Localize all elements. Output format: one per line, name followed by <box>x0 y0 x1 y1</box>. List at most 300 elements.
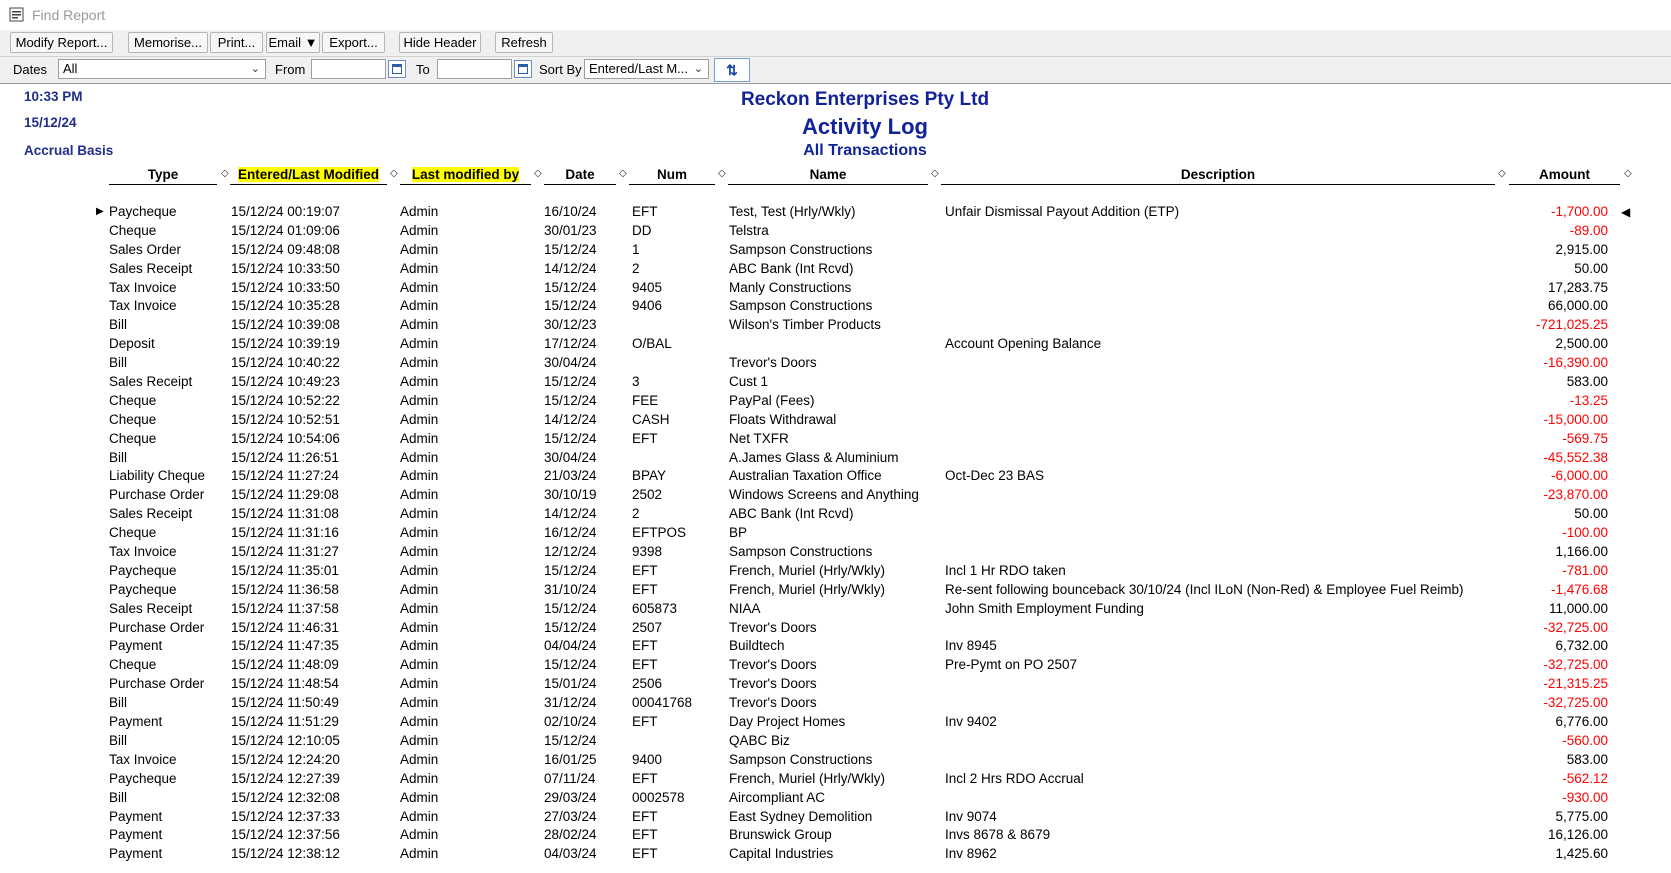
cell-name: Sampson Constructions <box>729 298 873 314</box>
dates-value: All <box>63 61 78 76</box>
table-row[interactable] <box>0 675 1671 694</box>
cell-name: Capital Industries <box>729 846 834 862</box>
column-header-name[interactable]: Name <box>728 166 928 185</box>
cell-amount: -1,700.00 <box>1550 204 1608 219</box>
from-calendar-icon[interactable] <box>388 60 406 78</box>
from-label: From <box>275 62 306 77</box>
cell-name: Wilson's Timber Products <box>729 317 881 333</box>
cell-type: Purchase Order <box>109 487 205 503</box>
cell-type: Payment <box>109 846 163 862</box>
cell-type: Purchase Order <box>109 619 205 635</box>
cell-entered: 15/12/24 11:27:24 <box>231 468 339 484</box>
table-row[interactable] <box>0 732 1671 751</box>
table-row[interactable] <box>0 486 1671 505</box>
cell-description: Pre-Pymt on PO 2507 <box>945 657 1078 673</box>
table-row[interactable] <box>0 543 1671 562</box>
cell-amount: -13.25 <box>1569 392 1608 408</box>
table-row[interactable] <box>0 562 1671 581</box>
cell-entered: 15/12/24 12:37:33 <box>231 808 340 824</box>
cell-name: Floats Withdrawal <box>729 411 837 427</box>
cell-num: 00041768 <box>632 695 693 711</box>
cell-entered: 15/12/24 00:19:07 <box>231 204 340 219</box>
cell-num: EFT <box>632 770 658 786</box>
cell-type: Bill <box>109 789 128 805</box>
table-row[interactable] <box>0 354 1671 373</box>
cell-date: 27/03/24 <box>544 808 597 824</box>
cell-date: 17/12/24 <box>544 336 597 352</box>
cell-type: Cheque <box>109 430 157 446</box>
dates-label: Dates <box>13 62 47 77</box>
cell-name: Net TXFR <box>729 430 789 446</box>
cell-amount: -21,315.25 <box>1543 676 1608 692</box>
cell-entered: 15/12/24 12:37:56 <box>231 827 340 843</box>
cell-type: Paycheque <box>109 204 177 219</box>
cell-modified-by: Admin <box>400 808 439 824</box>
dates-select[interactable] <box>58 59 266 79</box>
company-name: Reckon Enterprises Pty Ltd <box>740 89 990 110</box>
to-calendar-icon[interactable] <box>514 60 532 78</box>
column-resize-icon[interactable]: ◇ <box>619 168 627 179</box>
cell-date: 15/12/24 <box>544 374 597 390</box>
cell-modified-by: Admin <box>400 392 439 408</box>
cell-modified-by: Admin <box>400 279 439 295</box>
report-date: 15/12/24 <box>24 115 77 130</box>
cell-amount: -15,000.00 <box>1543 411 1608 427</box>
cell-name: Trevor's Doors <box>729 619 817 635</box>
cell-name: A.James Glass & Aluminium <box>729 449 899 465</box>
cell-date: 15/12/24 <box>544 279 597 295</box>
cell-name: Manly Constructions <box>729 279 852 295</box>
email-button[interactable]: Email ▼ <box>266 32 320 53</box>
table-row[interactable] <box>0 297 1671 316</box>
cell-type: Payment <box>109 827 163 843</box>
cell-num: EFT <box>632 581 658 597</box>
cell-num: EFT <box>632 638 658 654</box>
cell-type: Cheque <box>109 411 157 427</box>
cell-num: BPAY <box>632 468 667 484</box>
table-row[interactable] <box>0 316 1671 335</box>
sortby-label: Sort By <box>539 62 582 77</box>
table-row[interactable] <box>0 260 1671 279</box>
cell-entered: 15/12/24 11:46:31 <box>231 619 339 635</box>
report-subtitle: All Transactions <box>803 142 927 159</box>
cell-type: Tax Invoice <box>109 298 177 314</box>
export-button[interactable]: Export... <box>322 32 385 53</box>
cell-entered: 15/12/24 11:48:54 <box>231 676 339 692</box>
cell-type: Cheque <box>109 525 157 541</box>
cell-num: EFT <box>632 430 658 446</box>
cell-amount: -6,000.00 <box>1550 468 1608 484</box>
cell-name: Cust 1 <box>729 374 769 390</box>
cell-name: Australian Taxation Office <box>729 468 882 484</box>
cell-date: 14/12/24 <box>544 411 597 427</box>
cell-name: Day Project Homes <box>729 714 846 730</box>
table-row[interactable] <box>0 770 1671 789</box>
cell-date: 14/12/24 <box>544 506 597 522</box>
cell-description: Incl 2 Hrs RDO Accrual <box>945 770 1084 786</box>
cell-entered: 15/12/24 11:51:29 <box>231 714 339 730</box>
column-header-entered[interactable]: Entered/Last Modified <box>230 166 387 185</box>
cell-num: 1 <box>632 241 640 257</box>
cell-num: DD <box>632 222 652 238</box>
cell-amount: -1,476.68 <box>1550 581 1608 597</box>
chevron-down-icon: ⌄ <box>250 63 260 75</box>
cell-entered: 15/12/24 11:48:09 <box>231 657 339 673</box>
table-row[interactable] <box>0 600 1671 619</box>
cell-amount: 6,732.00 <box>1555 638 1608 654</box>
cell-num: 9405 <box>632 279 663 295</box>
cell-date: 30/01/23 <box>544 222 597 238</box>
from-date-input[interactable] <box>311 59 386 79</box>
cell-amount: -569.75 <box>1562 430 1608 446</box>
cell-amount: 17,283.75 <box>1547 279 1608 295</box>
column-resize-icon[interactable]: ◇ <box>534 168 542 179</box>
cell-date: 16/10/24 <box>544 204 597 219</box>
cell-date: 07/11/24 <box>544 770 596 786</box>
cell-name: French, Muriel (Hrly/Wkly) <box>729 581 886 597</box>
cell-name: NIAA <box>729 600 761 616</box>
table-row[interactable] <box>0 203 1671 222</box>
cell-modified-by: Admin <box>400 846 439 862</box>
report-toolbar <box>0 30 1671 57</box>
cell-name: ABC Bank (Int Rcvd) <box>729 506 854 522</box>
cell-name: Trevor's Doors <box>729 657 817 673</box>
table-row[interactable] <box>0 241 1671 260</box>
refresh-button[interactable]: Refresh <box>495 32 553 53</box>
cell-amount: -100.00 <box>1562 525 1608 541</box>
report-rows <box>0 203 1671 864</box>
cell-amount: -721,025.25 <box>1535 317 1608 333</box>
report-basis: Accrual Basis <box>24 143 114 158</box>
table-row[interactable] <box>0 449 1671 468</box>
cell-type: Payment <box>109 638 163 654</box>
cell-type: Cheque <box>109 392 157 408</box>
cell-amount: 1,425.60 <box>1555 846 1608 862</box>
cell-type: Sales Order <box>109 241 182 257</box>
cell-amount: -32,725.00 <box>1543 657 1608 673</box>
cell-entered: 15/12/24 11:31:16 <box>231 525 339 541</box>
table-row[interactable] <box>0 411 1671 430</box>
cell-description: Unfair Dismissal Payout Addition (ETP) <box>945 204 1180 219</box>
cell-date: 21/03/24 <box>544 468 597 484</box>
report-time: 10:33 PM <box>24 89 83 104</box>
cell-amount: 1,166.00 <box>1555 544 1608 560</box>
cell-date: 31/10/24 <box>544 581 597 597</box>
cell-entered: 15/12/24 10:35:28 <box>231 298 340 314</box>
table-row[interactable] <box>0 373 1671 392</box>
cell-type: Purchase Order <box>109 676 205 692</box>
cell-modified-by: Admin <box>400 468 439 484</box>
cell-num: CASH <box>632 411 670 427</box>
window-title: Find Report <box>32 7 106 23</box>
column-resize-icon[interactable]: ◇ <box>931 168 939 179</box>
column-header-date[interactable]: Date <box>544 166 616 185</box>
cell-num: EFT <box>632 204 658 219</box>
cell-name: Sampson Constructions <box>729 751 873 767</box>
cell-type: Liability Cheque <box>109 468 206 484</box>
cell-date: 12/12/24 <box>544 544 597 560</box>
cell-modified-by: Admin <box>400 374 439 390</box>
cell-entered: 15/12/24 11:37:58 <box>231 600 339 616</box>
cell-name: Test, Test (Hrly/Wkly) <box>729 204 856 219</box>
cell-type: Deposit <box>109 336 155 352</box>
cell-entered: 15/12/24 10:54:06 <box>231 430 340 446</box>
cell-type: Cheque <box>109 657 157 673</box>
cell-date: 15/01/24 <box>544 676 597 692</box>
cell-num: EFTPOS <box>632 525 687 541</box>
cell-modified-by: Admin <box>400 695 439 711</box>
cell-name: BP <box>729 525 748 541</box>
cell-entered: 15/12/24 11:50:49 <box>231 695 339 711</box>
cell-modified-by: Admin <box>400 449 439 465</box>
report-title: Activity Log <box>802 114 928 139</box>
column-resize-icon[interactable]: ◇ <box>1624 168 1632 179</box>
cell-modified-by: Admin <box>400 600 439 616</box>
table-row[interactable] <box>0 467 1671 486</box>
cell-amount: -781.00 <box>1562 562 1608 578</box>
cell-name: Trevor's Doors <box>729 676 817 692</box>
cell-amount: 50.00 <box>1574 260 1608 276</box>
cell-name: Sampson Constructions <box>729 544 873 560</box>
cell-name: Buildtech <box>729 638 785 654</box>
cell-entered: 15/12/24 11:31:08 <box>231 506 339 522</box>
cell-date: 02/10/24 <box>544 714 597 730</box>
cell-modified-by: Admin <box>400 714 439 730</box>
column-header-description[interactable]: Description <box>941 166 1495 185</box>
table-row[interactable] <box>0 392 1671 411</box>
cell-amount: 50.00 <box>1574 506 1608 522</box>
cell-entered: 15/12/24 12:32:08 <box>231 789 340 805</box>
table-row[interactable] <box>0 505 1671 524</box>
cell-date: 31/12/24 <box>544 695 597 711</box>
cell-modified-by: Admin <box>400 657 439 673</box>
cell-name: East Sydney Demolition <box>729 808 873 824</box>
cell-type: Paycheque <box>109 562 177 578</box>
cell-amount: -16,390.00 <box>1543 355 1608 371</box>
cell-date: 30/10/19 <box>544 487 597 503</box>
cell-type: Payment <box>109 808 163 824</box>
cell-entered: 15/12/24 10:39:19 <box>231 336 340 352</box>
cell-type: Sales Receipt <box>109 374 193 390</box>
cell-num: 9406 <box>632 298 663 314</box>
cell-amount: -45,552.38 <box>1543 449 1608 465</box>
cell-modified-by: Admin <box>400 525 439 541</box>
column-resize-icon[interactable]: ◇ <box>390 168 398 179</box>
cell-date: 15/12/24 <box>544 657 597 673</box>
table-row[interactable] <box>0 430 1671 449</box>
column-header-type[interactable]: Type <box>109 166 217 185</box>
table-row[interactable] <box>0 713 1671 732</box>
cell-name: Sampson Constructions <box>729 241 873 257</box>
cell-type: Sales Receipt <box>109 600 193 616</box>
chevron-down-icon: ⌄ <box>693 63 703 75</box>
cell-modified-by: Admin <box>400 751 439 767</box>
cell-type: Payment <box>109 714 163 730</box>
table-row[interactable] <box>0 808 1671 827</box>
table-row[interactable] <box>0 581 1671 600</box>
cell-entered: 15/12/24 10:39:08 <box>231 317 340 333</box>
cell-entered: 15/12/24 11:26:51 <box>231 449 339 465</box>
cell-type: Paycheque <box>109 581 177 597</box>
column-header-amount[interactable]: Amount <box>1509 166 1620 185</box>
table-row[interactable] <box>0 335 1671 354</box>
cell-type: Sales Receipt <box>109 260 193 276</box>
cell-num: 2502 <box>632 487 663 503</box>
cell-modified-by: Admin <box>400 562 439 578</box>
cell-entered: 15/12/24 10:52:22 <box>231 392 340 408</box>
cell-description: Re-sent following bounceback 30/10/24 (Incl ILoN (Non-Red) & Employee Fuel Reimb) <box>945 581 1464 597</box>
table-row[interactable] <box>0 222 1671 241</box>
cell-entered: 15/12/24 12:24:20 <box>231 751 340 767</box>
cell-modified-by: Admin <box>400 732 439 748</box>
cell-entered: 15/12/24 12:38:12 <box>231 846 340 862</box>
cell-modified-by: Admin <box>400 619 439 635</box>
cell-date: 15/12/24 <box>544 392 597 408</box>
print-button[interactable]: Print... <box>210 32 263 53</box>
column-header-num[interactable]: Num <box>629 166 715 185</box>
cell-description: Incl 1 Hr RDO taken <box>945 562 1066 578</box>
cell-entered: 15/12/24 10:33:50 <box>231 260 340 276</box>
cell-name: Telstra <box>729 222 769 238</box>
cell-name: Trevor's Doors <box>729 695 817 711</box>
cell-num: 2 <box>632 506 640 522</box>
table-row[interactable] <box>0 694 1671 713</box>
cell-date: 15/12/24 <box>544 600 597 616</box>
cell-type: Bill <box>109 695 128 711</box>
cell-type: Cheque <box>109 222 157 238</box>
cell-date: 15/12/24 <box>544 562 597 578</box>
cell-type: Tax Invoice <box>109 279 177 295</box>
cell-type: Bill <box>109 449 128 465</box>
cell-modified-by: Admin <box>400 336 439 352</box>
cell-name: ABC Bank (Int Rcvd) <box>729 260 854 276</box>
cell-num: 9400 <box>632 751 663 767</box>
column-resize-icon[interactable]: ◇ <box>1498 168 1506 179</box>
cell-date: 29/03/24 <box>544 789 597 805</box>
cell-date: 30/04/24 <box>544 449 597 465</box>
cell-num: EFT <box>632 846 658 862</box>
window-titlebar <box>0 0 1671 31</box>
cell-description: Inv 8945 <box>945 638 997 654</box>
table-row[interactable] <box>0 619 1671 638</box>
cell-name: Trevor's Doors <box>729 355 817 371</box>
cell-amount: 2,500.00 <box>1555 336 1608 352</box>
cell-description: Oct-Dec 23 BAS <box>945 468 1045 484</box>
table-row[interactable] <box>0 279 1671 298</box>
column-header-modified-by[interactable]: Last modified by <box>400 166 531 185</box>
cell-modified-by: Admin <box>400 506 439 522</box>
cell-num: 2 <box>632 260 640 276</box>
cell-amount: 11,000.00 <box>1548 600 1608 616</box>
cell-modified-by: Admin <box>400 355 439 371</box>
cell-modified-by: Admin <box>400 430 439 446</box>
table-row[interactable] <box>0 826 1671 845</box>
cell-type: Paycheque <box>109 770 177 786</box>
cell-entered: 15/12/24 12:27:39 <box>231 770 340 786</box>
cell-amount: 583.00 <box>1566 751 1608 767</box>
cell-amount: 2,915.00 <box>1555 241 1608 257</box>
cell-amount: 16,126.00 <box>1547 827 1608 843</box>
cell-entered: 15/12/24 10:40:22 <box>231 355 340 371</box>
cell-num: 605873 <box>632 600 678 616</box>
row-pointer-icon: ◀ <box>1621 205 1631 219</box>
memorise-button[interactable]: Memorise... <box>128 32 208 53</box>
cell-entered: 15/12/24 11:31:27 <box>231 544 339 560</box>
cell-modified-by: Admin <box>400 317 439 333</box>
cell-entered: 15/12/24 12:10:05 <box>231 732 340 748</box>
to-date-input[interactable] <box>437 59 512 79</box>
cell-description: Inv 9074 <box>945 808 997 824</box>
table-row[interactable] <box>0 845 1671 864</box>
cell-entered: 15/12/24 11:35:01 <box>231 562 339 578</box>
cell-description: Inv 9402 <box>945 714 997 730</box>
cell-amount: 66,000.00 <box>1547 298 1608 314</box>
cell-num: 9398 <box>632 544 663 560</box>
cell-name: QABC Biz <box>729 732 790 748</box>
cell-amount: 5,775.00 <box>1555 808 1608 824</box>
cell-date: 14/12/24 <box>544 260 597 276</box>
modify-report-button[interactable]: Modify Report... <box>10 32 113 53</box>
cell-modified-by: Admin <box>400 789 439 805</box>
table-row[interactable] <box>0 637 1671 656</box>
cell-type: Tax Invoice <box>109 751 177 767</box>
cell-num: 3 <box>632 374 640 390</box>
cell-num: 2506 <box>632 676 663 692</box>
cell-num: O/BAL <box>632 336 672 352</box>
cell-num: 2507 <box>632 619 663 635</box>
column-resize-icon[interactable]: ◇ <box>221 168 229 179</box>
table-row[interactable] <box>0 656 1671 675</box>
cell-amount: -32,725.00 <box>1543 619 1608 635</box>
cell-modified-by: Admin <box>400 544 439 560</box>
cell-name: PayPal (Fees) <box>729 392 815 408</box>
cell-modified-by: Admin <box>400 411 439 427</box>
cell-modified-by: Admin <box>400 638 439 654</box>
cell-entered: 15/12/24 11:47:35 <box>231 638 339 654</box>
cell-date: 15/12/24 <box>544 241 597 257</box>
cell-type: Sales Receipt <box>109 506 193 522</box>
cell-date: 16/01/25 <box>544 751 597 767</box>
cell-amount: -562.12 <box>1562 770 1608 786</box>
cell-date: 15/12/24 <box>544 732 597 748</box>
cell-amount: 6,776.00 <box>1555 714 1608 730</box>
cell-num: EFT <box>632 808 658 824</box>
sort-direction-icon[interactable]: ⇅ <box>714 58 750 82</box>
cell-amount: -560.00 <box>1562 732 1608 748</box>
sortby-select[interactable] <box>584 59 709 79</box>
cell-name: Aircompliant AC <box>729 789 826 805</box>
cell-num: EFT <box>632 562 658 578</box>
cell-amount: -23,870.00 <box>1543 487 1608 503</box>
cell-entered: 15/12/24 10:49:23 <box>231 374 340 390</box>
column-resize-icon[interactable]: ◇ <box>718 168 726 179</box>
table-row[interactable] <box>0 789 1671 808</box>
cell-description: Inv 8962 <box>945 846 997 862</box>
cell-name: French, Muriel (Hrly/Wkly) <box>729 770 886 786</box>
hide-header-button[interactable]: Hide Header <box>399 32 481 53</box>
cell-name: French, Muriel (Hrly/Wkly) <box>729 562 886 578</box>
cell-modified-by: Admin <box>400 676 439 692</box>
cell-amount: 583.00 <box>1566 374 1608 390</box>
cell-date: 28/02/24 <box>544 827 597 843</box>
table-row[interactable] <box>0 524 1671 543</box>
cell-name: Windows Screens and Anything <box>729 487 919 503</box>
cell-modified-by: Admin <box>400 298 439 314</box>
cell-type: Bill <box>109 732 128 748</box>
row-pointer-icon: ▶ <box>96 206 104 217</box>
cell-entered: 15/12/24 11:29:08 <box>231 487 339 503</box>
table-row[interactable] <box>0 751 1671 770</box>
